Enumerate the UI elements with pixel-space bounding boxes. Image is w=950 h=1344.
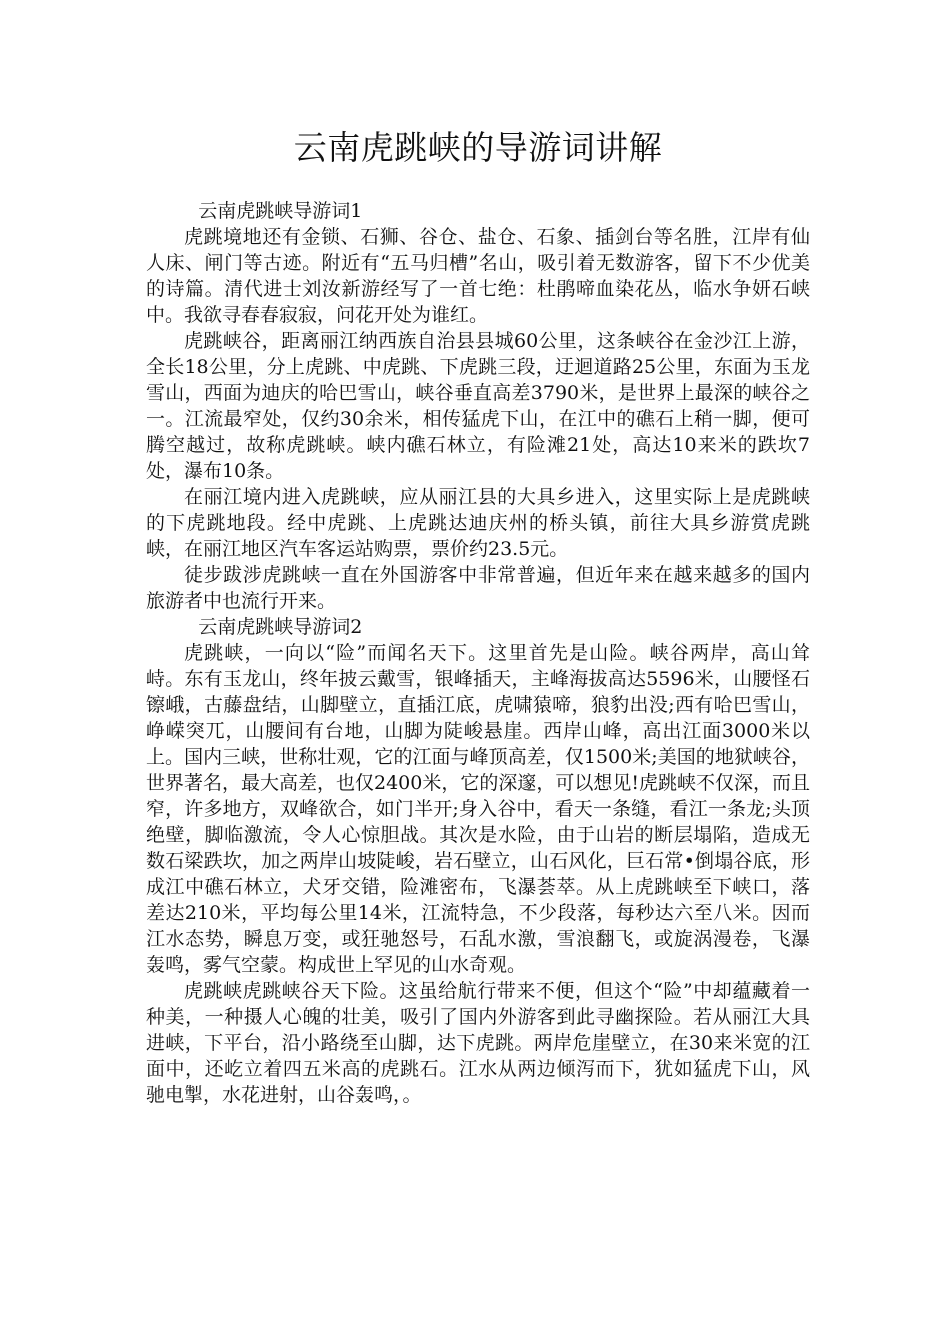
section-heading-1: 云南虎跳峡导游词1 — [198, 199, 363, 222]
paragraph-trekking: 徒步跋涉虎跳峡一直在外国游客中非常普遍，但近年来在越来越多的国内旅游者中也流行开来。 — [146, 563, 810, 612]
paragraph-danger: 虎跳峡，一向以“险”而闻名天下。这里首先是山险。峡谷两岸，高山耸峙。东有玉龙山，终年披云戴雪，银峰插天，主峰海拔高达5596米，山腰怪石镲峨，古藤盘结，山脚壁立，直插江底，虎啸猿啼，狼豹出没;西有哈巴雪山，峥嵘突兀，山腰间有台地，山脚为陡峻悬崖。西岸山峰，高出江面3000米以上。国内三峡，世称壮观，它的江面与峰顶高差，仅1500米;美国的地狱峡谷，世界著名，最大高差，也仅2400米，它的深邃，可以想见!虎跳峡不仅深，而且窄，许多地方，双峰欲合，如门半开;身入谷中，看天一条缝，看江一条龙;头顶绝壁，脚临激流，令人心惊胆战。其次是水险，由于山岩的断层塌陷，造成无数石梁跌坎，加之两岸山坡陡峻，岩石壁立，山石风化，巨石常•倒塌谷底，形成江中礁石林立，犬牙交错，险滩密布，飞瀑荟萃。从上虎跳峡至下峡口，落差达210米，平均每公里14米，江流特急，不少段落，每秒达六至八米。因而江水态势，瞬息万变，或狂驰怒号，石乱水激，雪浪翻飞，或旋涡漫卷，飞瀑轰鸣，雾气空蒙。构成世上罕见的山水奇观。 — [146, 641, 810, 976]
paragraph-access-route: 在丽江境内进入虎跳峡，应从丽江县的大具乡进入，这里实际上是虎跳峡的下虎跳地段。经中虎跳、上虎跳达迪庆州的桥头镇，前往大具乡游赏虎跳峡，在丽江地区汽车客运站购票，票价约23.5元。 — [146, 485, 810, 560]
paragraph-scenic-spots: 虎跳境地还有金锁、石狮、谷仓、盐仓、石象、插剑台等名胜，江岸有仙人床、闸门等古迹。附近有“五马归槽”名山，吸引着无数游客，留下不少优美的诗篇。清代进士刘汝新游经写了一首七绝：杜鹃啼血染花丛，临水争妍石峡中。我欲寻春春寂寂，问花开处为谁红。 — [146, 225, 810, 326]
section-heading-2: 云南虎跳峡导游词2 — [198, 615, 363, 638]
paragraph-beauty: 虎跳峡虎跳峡谷天下险。这虽给航行带来不便，但这个“险”中却蕴藏着一种美，一种摄人心魄的壮美，吸引了国内外游客到此寻幽探险。若从丽江大具进峡，下平台，沿小路绕至山脚，达下虎跳。两岸危崖壁立，在30来米宽的江面中，还屹立着四五米高的虎跳石。江水从两边倾泻而下，犹如猛虎下山，风驰电掣，水花进射，山谷轰鸣，。 — [146, 979, 810, 1106]
document-body — [146, 198, 810, 1108]
document-title: 云南虎跳峡的导游词讲解 — [293, 128, 663, 167]
paragraph-gorge-overview: 虎跳峡谷，距离丽江纳西族自治县县城60公里，这条峡谷在金沙江上游，全长18公里，分上虎跳、中虎跳、下虎跳三段，迂迴道路25公里，东面为玉龙雪山，西面为迪庆的哈巴雪山，峡谷垂直高差3790米，是世界上最深的峡谷之一。江流最窄处，仅约30余米，相传猛虎下山，在江中的礁石上稍一脚，便可腾空越过，故称虎跳峡。峡内礁石林立，有险滩21处，高达10来米的跌坎7处，瀑布10条。 — [146, 329, 810, 482]
